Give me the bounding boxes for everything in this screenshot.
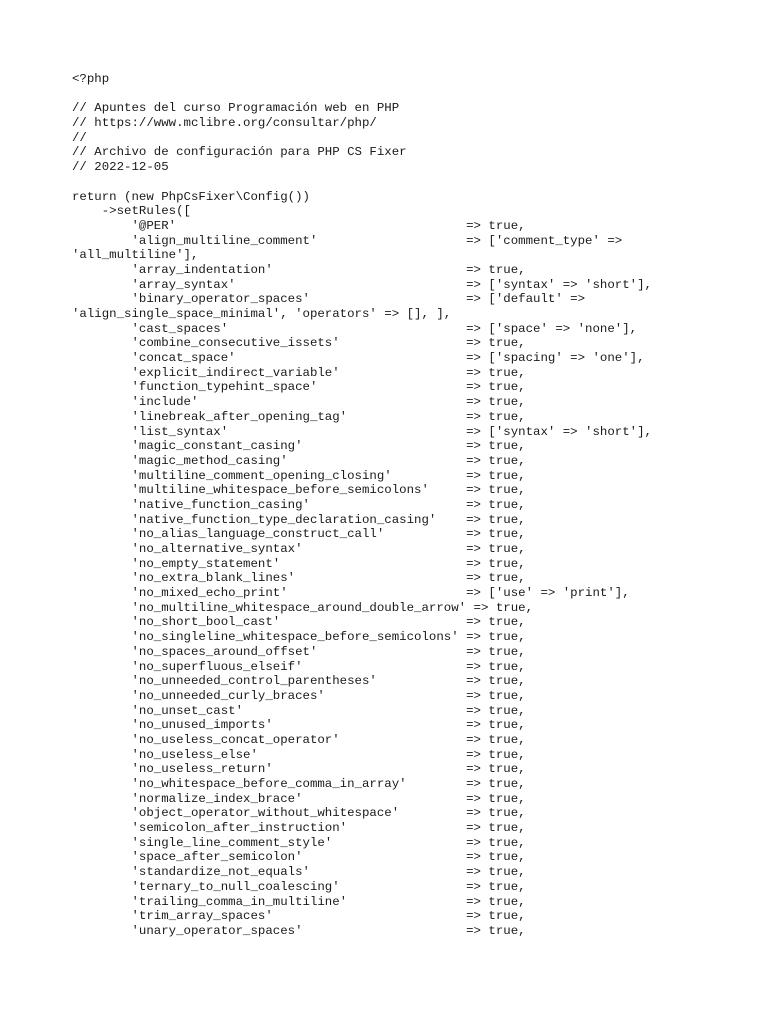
code-line: 'trim_array_spaces' => true, (72, 909, 526, 924)
code-line: 'normalize_index_brace' => true, (72, 791, 526, 806)
code-line: 'standardize_not_equals' => true, (72, 865, 526, 880)
code-line: 'object_operator_without_whitespace' => true, (72, 806, 526, 821)
code-line: return (new PhpCsFixer\Config()) (72, 189, 310, 204)
code-line: // (72, 130, 87, 145)
code-line: 'no_empty_statement' => true, (72, 556, 526, 571)
code-line: 'multiline_comment_opening_closing' => true, (72, 468, 526, 483)
code-line: 'space_after_semicolon' => true, (72, 850, 526, 865)
code-line: 'native_function_type_declaration_casing' => true, (72, 512, 526, 527)
code-line: 'combine_consecutive_issets' => true, (72, 336, 526, 351)
code-line: 'no_alternative_syntax' => true, (72, 542, 526, 556)
code-line (72, 87, 752, 102)
code-line: // Apuntes del curso Programación web en PHP (72, 101, 400, 116)
code-line: 'explicit_indirect_variable' => true, (72, 365, 526, 380)
code-line: 'ternary_to_null_coalescing' => true, (72, 879, 526, 894)
code-line: // https://www.mclibre.org/consultar/php/ (72, 116, 377, 131)
code-line: 'no_superfluous_elseif' => true, (72, 659, 526, 674)
code-line: 'trailing_comma_in_multiline' => true, (72, 894, 526, 909)
code-line: 'no_short_bool_cast' => true, (72, 615, 526, 630)
code-line: 'magic_constant_casing' => true, (72, 439, 526, 454)
code-line: 'no_multiline_whitespace_around_double_arrow' => true, (72, 600, 534, 615)
code-line: 'align_multiline_comment' => ['comment_type' => (72, 233, 623, 248)
code-line: 'no_useless_else' => true, (72, 747, 526, 762)
code-line: 'no_spaces_around_offset' => true, (72, 644, 526, 659)
code-line: 'array_syntax' => ['syntax' => 'short'], (72, 277, 652, 292)
code-line: 'no_alias_language_construct_call' => true, (72, 527, 526, 542)
code-line: 'align_single_space_minimal', 'operators' => [], ], (72, 307, 452, 321)
code-line: 'magic_method_casing' => true, (72, 453, 526, 468)
code-line: 'list_syntax' => ['syntax' => 'short'], (72, 424, 652, 439)
code-line: 'all_multiline'], (72, 248, 199, 263)
code-line: // 2022-12-05 (72, 160, 169, 175)
code-line: 'no_unused_imports' => true, (72, 718, 526, 733)
code-line: // Archivo de configuración para PHP CS Fixer (72, 145, 407, 160)
code-line: 'multiline_whitespace_before_semicolons' => true, (72, 483, 526, 498)
code-line: <?php (72, 72, 110, 86)
code-line: 'no_useless_concat_operator' => true, (72, 732, 526, 747)
code-line: 'function_typehint_space' => true, (72, 380, 526, 395)
code-line (72, 175, 752, 190)
code-line: 'array_indentation' => true, (72, 262, 526, 277)
code-line: ->setRules([ (72, 204, 191, 219)
code-line: 'single_line_comment_style' => true, (72, 835, 526, 850)
code-line: 'no_unset_cast' => true, (72, 703, 526, 718)
code-line: 'unary_operator_spaces' => true, (72, 923, 526, 938)
code-line: 'native_function_casing' => true, (72, 497, 526, 512)
code-line: 'no_unneeded_control_parentheses' => true, (72, 674, 526, 689)
code-line: 'no_extra_blank_lines' => true, (72, 571, 526, 586)
code-line: 'linebreak_after_opening_tag' => true, (72, 409, 526, 424)
code-line: 'no_whitespace_before_comma_in_array' => true, (72, 777, 526, 791)
code-line: 'no_singleline_whitespace_before_semicolons' => true, (72, 630, 526, 645)
code-document (72, 72, 752, 939)
code-line: 'include' => true, (72, 395, 526, 410)
code-line: 'no_useless_return' => true, (72, 762, 526, 777)
code-line: '@PER' => true, (72, 218, 526, 233)
code-line: 'cast_spaces' => ['space' => 'none'], (72, 321, 638, 336)
code-line: 'concat_space' => ['spacing' => 'one'], (72, 351, 645, 366)
code-line: 'no_unneeded_curly_braces' => true, (72, 688, 526, 703)
code-line: 'binary_operator_spaces' => ['default' => (72, 292, 586, 307)
code-line: 'semicolon_after_instruction' => true, (72, 821, 526, 836)
code-line: 'no_mixed_echo_print' => ['use' => 'print'], (72, 586, 630, 601)
